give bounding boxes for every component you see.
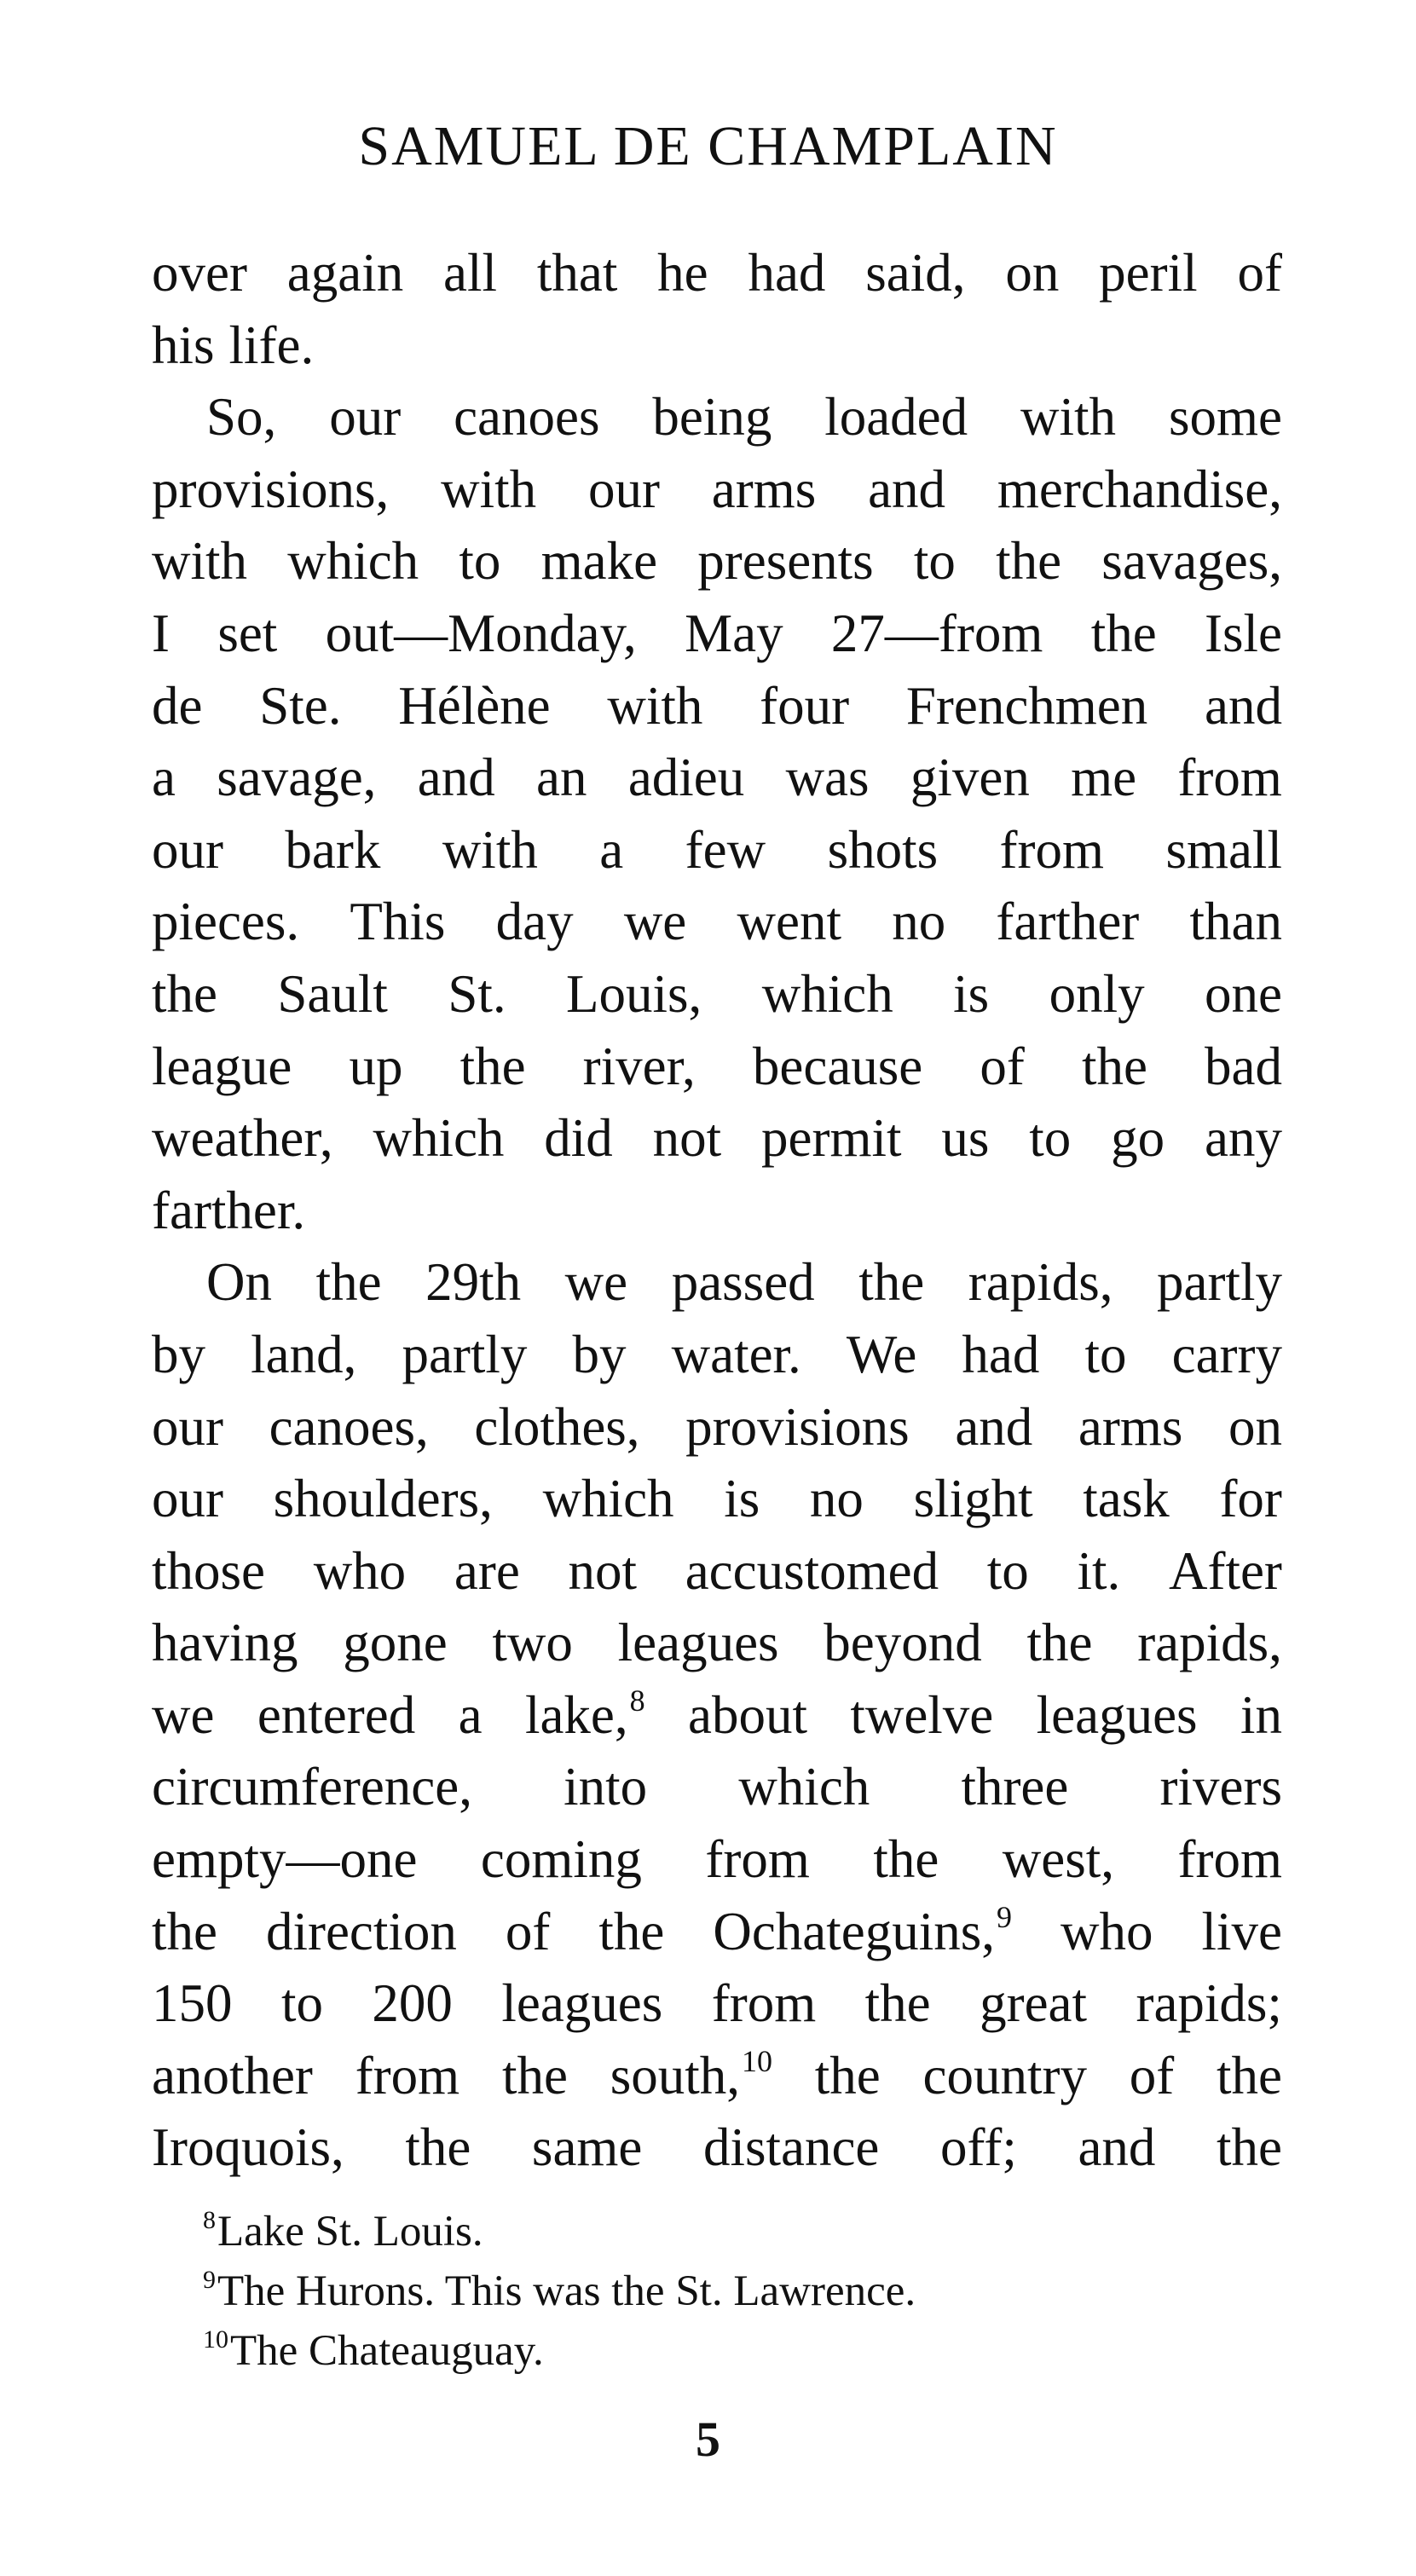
- word: weather,: [152, 1108, 333, 1169]
- word: those: [152, 1540, 265, 1601]
- word: provisions: [685, 1396, 910, 1457]
- word: shots: [827, 819, 939, 880]
- word: and: [1205, 675, 1282, 736]
- word: south,$^{10}$: [610, 2043, 772, 2105]
- word: and: [868, 459, 946, 519]
- word: 200: [372, 1973, 453, 2034]
- word: our: [587, 459, 660, 519]
- word: the: [814, 2045, 881, 2105]
- word: the: [1217, 2117, 1282, 2178]
- word: and: [955, 1396, 1033, 1457]
- word: a: [152, 748, 176, 808]
- word: one: [1205, 963, 1282, 1024]
- word: for: [1219, 1469, 1282, 1529]
- word: the: [152, 963, 217, 1024]
- word: Hélène: [398, 675, 551, 736]
- word: only: [1049, 963, 1145, 1024]
- word: slight: [913, 1469, 1033, 1529]
- footnote-text: The Chateauguay.: [230, 2327, 544, 2375]
- word: no: [809, 1469, 864, 1529]
- text-line: [152, 958, 1282, 1031]
- text-line: [152, 1535, 1282, 1608]
- word: given: [910, 748, 1030, 808]
- word: which: [287, 531, 419, 592]
- word: provisions,: [152, 459, 390, 519]
- word: are: [454, 1540, 520, 1601]
- text-line: [152, 453, 1282, 526]
- word: Ochateguins,$^9$: [713, 1899, 1013, 1961]
- word: because: [752, 1036, 923, 1096]
- text-line: [152, 1102, 1282, 1175]
- word: Ste.: [259, 675, 342, 736]
- word: arms: [711, 459, 817, 519]
- word: This: [350, 892, 446, 952]
- word: country: [922, 2045, 1087, 2105]
- paragraph-2: [152, 381, 1282, 1246]
- footnote: [203, 2261, 1294, 2321]
- word: west,: [1002, 1829, 1115, 1890]
- word: We: [846, 1324, 917, 1384]
- word: make: [540, 531, 658, 592]
- text-line: [152, 1319, 1282, 1391]
- word: from: [999, 819, 1105, 880]
- word: leagues: [1036, 1684, 1198, 1745]
- text-line: [152, 1679, 1282, 1752]
- word: rapids,: [968, 1252, 1113, 1313]
- word: the: [1081, 1036, 1147, 1096]
- word: water.: [671, 1324, 801, 1384]
- word: the: [459, 1036, 526, 1096]
- word: leagues: [501, 1973, 663, 2034]
- footnote: [203, 2321, 1294, 2381]
- word: who: [313, 1540, 407, 1601]
- text-line: [152, 1031, 1282, 1103]
- word: any: [1204, 1108, 1282, 1169]
- word: shoulders,: [273, 1469, 493, 1529]
- word: again: [286, 243, 404, 303]
- word: that: [536, 243, 618, 303]
- word: de: [152, 675, 203, 736]
- word: is: [724, 1469, 760, 1529]
- word: had: [748, 243, 826, 303]
- word: twelve: [850, 1684, 994, 1745]
- text-line: [152, 1246, 1282, 1319]
- word: After: [1168, 1540, 1282, 1601]
- word: Iroquois,: [152, 2117, 344, 2178]
- word: over: [152, 243, 247, 303]
- word: four: [760, 675, 850, 736]
- text-line: [152, 1967, 1282, 2040]
- word: small: [1165, 819, 1282, 880]
- word: with: [1020, 387, 1117, 448]
- word: the: [405, 2117, 471, 2178]
- word: to: [913, 531, 956, 592]
- word: by: [152, 1324, 205, 1384]
- word: with: [152, 531, 248, 592]
- word: us: [941, 1108, 990, 1169]
- word: empty—one: [152, 1829, 418, 1890]
- word: farther.: [152, 1180, 306, 1240]
- word: we: [152, 1684, 215, 1745]
- word: did: [544, 1108, 613, 1169]
- text-line: [152, 381, 1282, 453]
- word: few: [685, 819, 766, 880]
- footnote-reference: 8: [629, 1683, 645, 1718]
- word: set: [217, 603, 278, 663]
- word: and: [1078, 2117, 1156, 2178]
- footnote-text: Lake St. Louis.: [217, 2208, 483, 2255]
- word: which: [738, 1757, 870, 1817]
- word: pieces.: [152, 892, 300, 952]
- word: the: [858, 1252, 925, 1313]
- word: we: [564, 1252, 628, 1313]
- word: to: [280, 1973, 323, 2034]
- word: to: [459, 531, 501, 592]
- word: being: [652, 387, 772, 448]
- word: two: [492, 1613, 573, 1673]
- body-text: [152, 237, 1282, 2184]
- word: the: [1217, 2045, 1282, 2105]
- word: a: [458, 1684, 483, 1745]
- footnote-text: The Hurons. This was the St. Lawrence.: [217, 2267, 916, 2315]
- word: in: [1240, 1684, 1282, 1745]
- word: our: [152, 819, 223, 880]
- word: Frenchmen: [905, 675, 1148, 736]
- word: from: [711, 1973, 817, 2034]
- word: same: [531, 2117, 643, 2178]
- word: of: [1129, 2045, 1175, 2105]
- word: bark: [285, 819, 381, 880]
- word: which: [373, 1108, 505, 1169]
- word: our: [329, 387, 402, 448]
- word: from: [1177, 748, 1282, 808]
- text-line: [152, 1896, 1282, 1968]
- text-line: [152, 670, 1282, 742]
- word: presents: [697, 531, 874, 592]
- word: Louis,: [566, 963, 702, 1024]
- word: go: [1111, 1108, 1165, 1169]
- word: accustomed: [685, 1540, 939, 1601]
- word: gone: [343, 1613, 448, 1673]
- text-line: [152, 886, 1282, 958]
- word: I: [152, 603, 170, 663]
- word: rapids,: [1137, 1613, 1282, 1673]
- word: from: [355, 2045, 460, 2105]
- word: with: [441, 459, 537, 519]
- text-line: [152, 814, 1282, 887]
- word: the: [315, 1252, 382, 1313]
- text-line: [152, 1823, 1282, 1896]
- text-line: [152, 598, 1282, 670]
- running-head: SAMUEL DE CHAMPLAIN: [358, 115, 1058, 177]
- footnote-reference: 9: [997, 1899, 1013, 1934]
- word: partly: [1157, 1252, 1282, 1313]
- footnote-mark: 9: [203, 2266, 216, 2294]
- word: permit: [761, 1108, 902, 1169]
- word: the: [501, 2045, 568, 2105]
- word: St.: [448, 963, 506, 1024]
- word: into: [564, 1757, 648, 1817]
- text-line: [152, 237, 1282, 309]
- word: with: [442, 819, 538, 880]
- word: up: [349, 1036, 403, 1096]
- word: circumference,: [152, 1757, 472, 1817]
- word: by: [572, 1324, 627, 1384]
- word: 29th: [425, 1252, 522, 1313]
- word: partly: [402, 1324, 528, 1384]
- word: canoes,: [269, 1396, 429, 1457]
- word: to: [1084, 1324, 1127, 1384]
- word: rapids;: [1136, 1973, 1282, 2034]
- word: to: [986, 1540, 1029, 1601]
- text-line: [152, 525, 1282, 598]
- word: live: [1201, 1901, 1282, 1961]
- word: is: [953, 963, 990, 1024]
- word: the: [996, 531, 1062, 592]
- text-line: [152, 1751, 1282, 1823]
- word: bad: [1205, 1036, 1282, 1096]
- footnote-mark: 10: [203, 2325, 228, 2354]
- word: our: [152, 1469, 223, 1529]
- word: on: [1005, 243, 1060, 303]
- word: said,: [865, 243, 966, 303]
- word: it.: [1077, 1540, 1121, 1601]
- text-line: [152, 1463, 1282, 1535]
- word: from: [1177, 1829, 1282, 1890]
- word: no: [892, 892, 946, 952]
- word: peril: [1099, 243, 1198, 303]
- word: loaded: [824, 387, 968, 448]
- word: me: [1071, 748, 1137, 808]
- word: Sault: [277, 963, 388, 1024]
- word: savages,: [1101, 531, 1282, 592]
- word: we: [623, 892, 687, 952]
- text-line: [152, 1607, 1282, 1679]
- word: a: [599, 819, 624, 880]
- word: of: [980, 1036, 1025, 1096]
- word: merchandise,: [997, 459, 1282, 519]
- word: which: [542, 1469, 674, 1529]
- word: 150: [152, 1973, 233, 2034]
- word: an: [536, 748, 587, 808]
- word: from: [705, 1829, 810, 1890]
- word: with: [607, 675, 703, 736]
- word: the: [873, 1829, 939, 1890]
- word: of: [505, 1901, 551, 1961]
- paragraph-1: [152, 237, 1282, 381]
- word: our: [152, 1396, 223, 1457]
- word: day: [495, 892, 574, 952]
- word: Isle: [1205, 603, 1282, 663]
- footnote: [203, 2202, 1294, 2261]
- word: another: [152, 2045, 313, 2105]
- text-line: [152, 2040, 1282, 2112]
- word: rivers: [1159, 1757, 1282, 1817]
- word: went: [737, 892, 841, 952]
- word: passed: [671, 1252, 815, 1313]
- word: the: [1090, 603, 1157, 663]
- word: had: [962, 1324, 1040, 1384]
- word: farther: [996, 892, 1140, 952]
- word: he: [657, 243, 708, 303]
- word: the: [152, 1901, 217, 1961]
- word: the: [598, 1901, 665, 1961]
- text-line: [152, 1391, 1282, 1464]
- word: about: [688, 1684, 807, 1745]
- word: on: [1228, 1396, 1282, 1457]
- word: lake,$^8$: [524, 1683, 645, 1745]
- text-line: [152, 742, 1282, 814]
- word: off;: [940, 2117, 1017, 2178]
- word: of: [1237, 243, 1282, 303]
- word: So,: [206, 387, 277, 448]
- footnote-reference: 10: [741, 2043, 772, 2078]
- word: coming: [480, 1829, 642, 1890]
- word: the: [864, 1973, 931, 2034]
- word: which: [761, 963, 893, 1024]
- word: league: [152, 1036, 292, 1096]
- word: not: [568, 1540, 638, 1601]
- word: distance: [702, 2117, 880, 2178]
- word: beyond: [824, 1613, 982, 1673]
- word: task: [1083, 1469, 1170, 1529]
- word: was: [785, 748, 870, 808]
- word: savage,: [217, 748, 377, 808]
- text-line: [152, 1175, 1282, 1247]
- word: all: [443, 243, 498, 303]
- footnote-mark: 8: [203, 2206, 216, 2234]
- word: to: [1029, 1108, 1072, 1169]
- word: arms: [1078, 1396, 1183, 1457]
- word: having: [152, 1613, 298, 1673]
- word: entered: [257, 1684, 416, 1745]
- word: adieu: [627, 748, 745, 808]
- footnotes: [203, 2202, 1294, 2381]
- word: who: [1061, 1901, 1153, 1961]
- text-line: [152, 2111, 1282, 2184]
- word: the: [1026, 1613, 1093, 1673]
- word: carry: [1171, 1324, 1282, 1384]
- word: canoes: [454, 387, 600, 448]
- paragraph-3: [152, 1246, 1282, 2184]
- word: than: [1189, 892, 1282, 952]
- word: clothes,: [474, 1396, 640, 1457]
- page-number: 5: [696, 2411, 720, 2467]
- word: great: [980, 1973, 1088, 2034]
- word: his: [152, 315, 215, 375]
- word: leagues: [617, 1613, 779, 1673]
- text-line: [152, 309, 1282, 382]
- word: and: [417, 748, 495, 808]
- word: May: [685, 603, 783, 663]
- word: river,: [582, 1036, 696, 1096]
- word: out—Monday,: [325, 603, 637, 663]
- word: 27—from: [830, 603, 1043, 663]
- word: life.: [228, 315, 315, 375]
- word: On: [206, 1252, 272, 1313]
- word: three: [961, 1757, 1069, 1817]
- word: direction: [265, 1901, 457, 1961]
- word: not: [652, 1108, 722, 1169]
- word: land,: [251, 1324, 357, 1384]
- word: some: [1168, 387, 1282, 448]
